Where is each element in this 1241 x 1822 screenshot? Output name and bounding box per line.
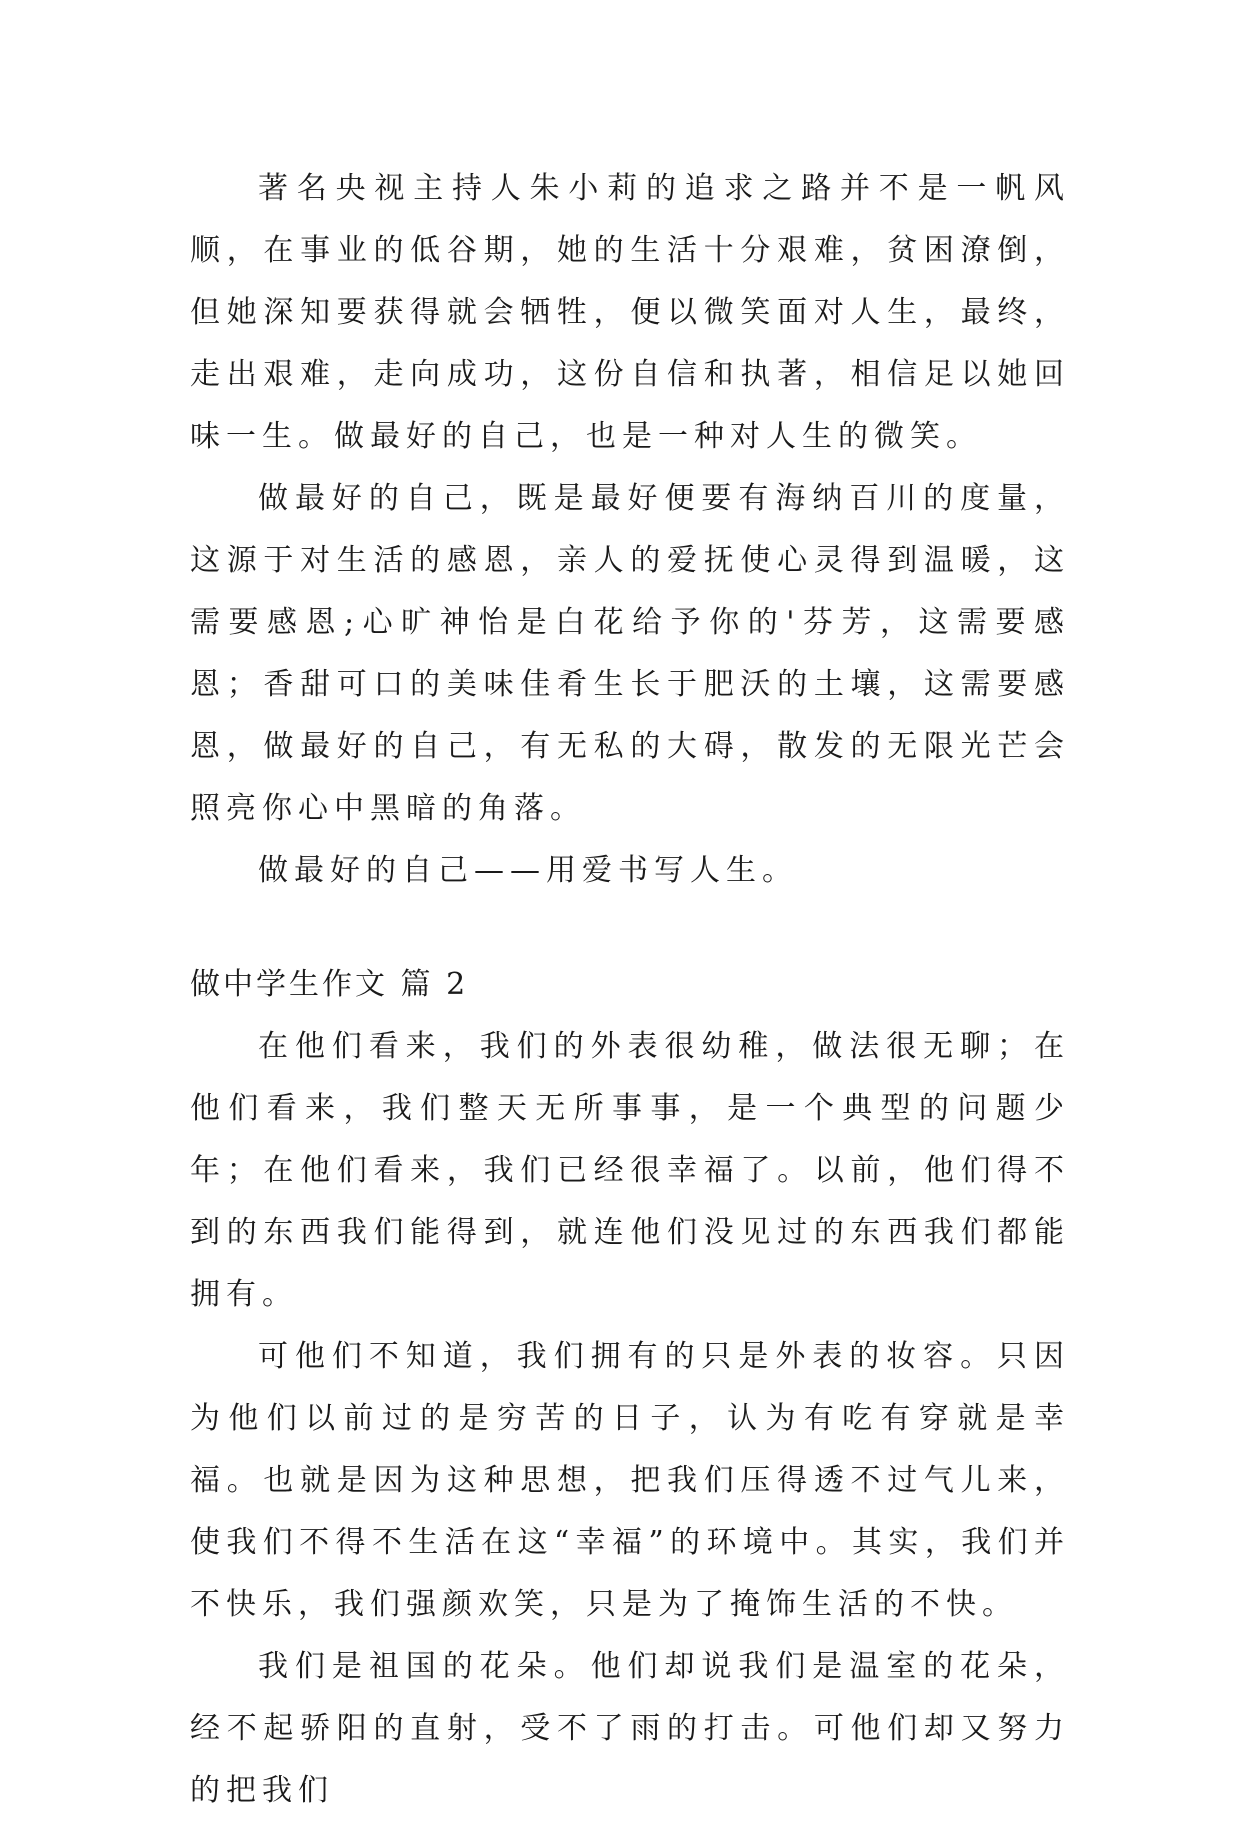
paragraph-4: 在他们看来，我们的外表很幼稚，做法很无聊；在他们看来，我们整天无所事事，是一个典型的问题少年；在他们看来，我们已经很幸福了。以前，他们得不到的东西我们能得到，就连他们没见过的东西我们都能拥有。 xyxy=(190,1029,1070,1312)
document-page xyxy=(190,158,1070,1822)
paragraph-2: 做最好的自己，既是最好便要有海纳百川的度量，这源于对生活的感恩，亲人的爱抚使心灵得到温暖，这需要感恩;心旷神怡是白花给予你的'芬芳，这需要感恩；香甜可口的美味佳肴生长于肥沃的土壤，这需要感恩，做最好的自己，有无私的大碍，散发的无限光芒会照亮你心中黑暗的角落。 xyxy=(190,481,1070,826)
paragraph-3: 做最好的自己——用爱书写人生。 xyxy=(258,853,798,888)
section-heading: 做中学生作文 篇 2 xyxy=(190,967,469,1002)
paragraph-6: 我们是祖国的花朵。他们却说我们是温室的花朵，经不起骄阳的直射，受不了雨的打击。可他们却又努力的把我们 xyxy=(190,1649,1070,1808)
paragraph-5: 可他们不知道，我们拥有的只是外表的妆容。只因为他们以前过的是穷苦的日子，认为有吃有穿就是幸福。也就是因为这种思想，把我们压得透不过气儿来，使我们不得不生活在这“幸福”的环境中。其实，我们并不快乐，我们强颜欢笑，只是为了掩饰生活的不快。 xyxy=(190,1339,1070,1622)
section-gap xyxy=(190,902,1070,954)
paragraph-1: 著名央视主持人朱小莉的追求之路并不是一帆风顺，在事业的低谷期，她的生活十分艰难，贫困潦倒，但她深知要获得就会牺牲，便以微笑面对人生，最终，走出艰难，走向成功，这份自信和执著，相信足以她回味一生。做最好的自己，也是一种对人生的微笑。 xyxy=(190,171,1070,454)
